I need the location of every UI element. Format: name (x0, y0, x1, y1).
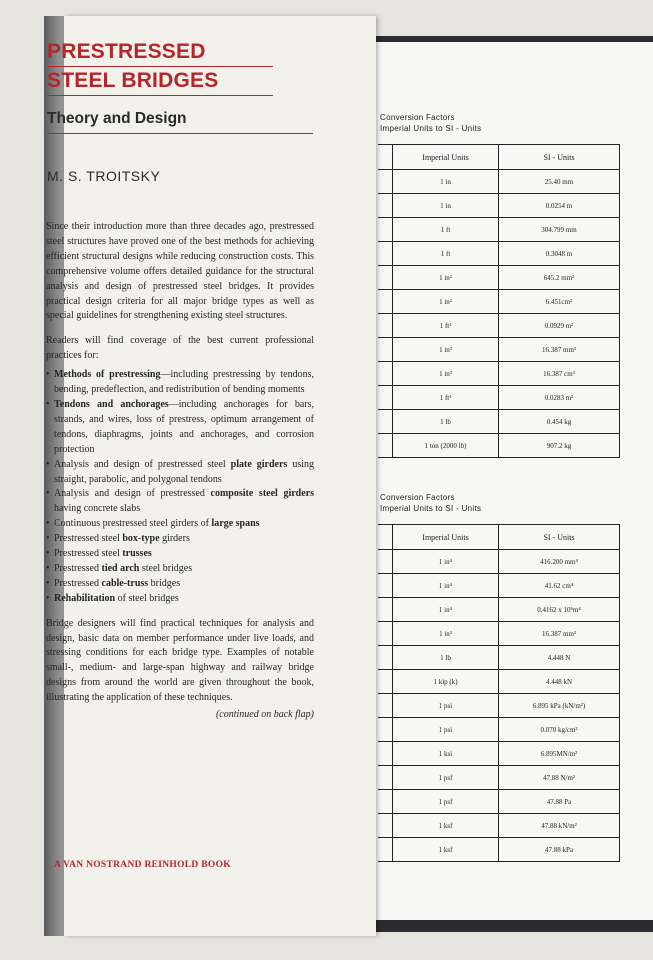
spacer-cell (378, 434, 393, 458)
spacer-cell (378, 145, 393, 170)
imperial-cell: 1 in³ (393, 338, 499, 362)
spacer-cell (378, 814, 393, 838)
bullet-text: Prestressed (54, 577, 102, 589)
bullet-text: steel bridges (139, 562, 193, 574)
spacer-cell (378, 410, 393, 434)
si-cell: 4.448 kN (499, 670, 620, 694)
imperial-cell: 1 lb (393, 646, 499, 670)
book-author: M. S. TROITSKY (47, 168, 161, 184)
bullet-text: Analysis and design of prestressed (54, 488, 211, 500)
blurb-bullet-item (46, 592, 314, 607)
blurb-para-2: Readers will find coverage of the best current professional practices for: (46, 335, 314, 362)
table-row (378, 410, 620, 434)
table-2 (368, 492, 653, 862)
spacer-cell (378, 574, 393, 598)
imperial-cell: 1 lb (393, 410, 499, 434)
table-row (378, 218, 620, 242)
table-row (378, 766, 620, 790)
spacer-cell (378, 218, 393, 242)
blurb-bullet-item (46, 562, 314, 577)
si-cell: 0.0929 m² (499, 314, 620, 338)
table-row (378, 362, 620, 386)
table-row (378, 194, 620, 218)
blurb-bullet-item (46, 368, 314, 398)
si-cell: 416.200 mm⁴ (499, 550, 620, 574)
imperial-cell: 1 in⁴ (393, 574, 499, 598)
spacer-cell (378, 790, 393, 814)
table-row (378, 266, 620, 290)
table-row (378, 574, 620, 598)
imperial-cell: 1 in⁴ (393, 598, 499, 622)
blurb-bullet-item (46, 458, 314, 488)
spacer-cell (378, 338, 393, 362)
bullet-text: having concrete slabs (54, 503, 141, 515)
bullet-bold-text: Rehabilitation (54, 592, 116, 604)
table-row (378, 598, 620, 622)
bullet-bold-text: box-type (122, 533, 160, 545)
table-row (378, 242, 620, 266)
table-row (378, 814, 620, 838)
bullet-text: —including anchorages for bars, strands, and wires, loss of prestress, optimum arrangement of tendons, diaphragms, joints and anchorages, and corrosion protection (54, 398, 314, 455)
title-line-2: STEEL BRIDGES (47, 67, 273, 96)
spacer-cell (378, 742, 393, 766)
imperial-cell: 1 in (393, 194, 499, 218)
spacer-cell (378, 242, 393, 266)
table-heading-line1: Conversion Factors (380, 493, 455, 502)
table-1 (368, 112, 653, 458)
spacer-cell (378, 386, 393, 410)
bullet-text: girders (159, 533, 190, 545)
si-cell: 6.895 kPa (kN/m²) (499, 694, 620, 718)
si-cell: 0.454 kg (499, 410, 620, 434)
bullet-text: Prestressed (54, 562, 102, 574)
imperial-cell: 1 ft (393, 242, 499, 266)
si-cell: 47.88 kN/m² (499, 814, 620, 838)
table-row (378, 622, 620, 646)
bullet-text: Prestressed steel (54, 533, 123, 545)
bullet-text: bridges (148, 577, 181, 589)
bullet-bold-text: trusses (122, 548, 152, 560)
table-row (378, 386, 620, 410)
spacer-cell (378, 525, 393, 550)
blurb-bullet-item (46, 398, 314, 458)
bullet-bold-text: Tendons and anchorages (54, 398, 169, 410)
blurb-bullet-item (46, 577, 314, 592)
si-cell: 6.895MN/m² (499, 742, 620, 766)
conversion-tables (368, 112, 653, 872)
bullet-bold-text: tied arch (101, 562, 140, 574)
bullet-text: —including prestressing by tendons, bending, predeflection, and redistribution of bending moments (54, 369, 314, 396)
spacer-cell (378, 670, 393, 694)
blurb-para-1: Since their introduction more than three decades ago, prestressed steel structures have proved one of the best methods for achieving efficient structural designs while reducing construction costs. This comprehensive volume offers detailed guidance for the structural analysis and design of prestressed steel bridges. It provides practical design criteria for all major bridge types as well as special guidelines for strengthening existing steel structures. (46, 221, 314, 322)
imperial-cell: 1 ton (2000 lb) (393, 434, 499, 458)
table-row (378, 170, 620, 194)
si-cell: 16.387 cm³ (499, 362, 620, 386)
book-subtitle: Theory and Design (47, 110, 313, 134)
table-row (378, 742, 620, 766)
blurb-para-3: Bridge designers will find practical techniques for analysis and design, basic data on member performance under live loads, and stressing conditions for each bridge type. Examples of notable small-, medium- and large-span highway and railway bridge designs from around the world are given throughout the book, illustrating the application of these techniques. (46, 617, 314, 704)
bullet-bold-text: composite steel girders (210, 488, 314, 500)
si-cell: 6.451cm² (499, 290, 620, 314)
spacer-cell (378, 766, 393, 790)
si-cell: 0.0254 m (499, 194, 620, 218)
col-imperial-header: Imperial Units (393, 525, 499, 550)
table-row (378, 314, 620, 338)
table-row (378, 290, 620, 314)
imperial-cell: 1 in² (393, 290, 499, 314)
spacer-cell (378, 170, 393, 194)
si-cell: 645.2 mm² (499, 266, 620, 290)
si-cell: 25.40 mm (499, 170, 620, 194)
imperial-cell: 1 kip (k) (393, 670, 499, 694)
si-cell: 47.88 Pa (499, 790, 620, 814)
blurb-bullet-item (46, 517, 314, 532)
book-title (47, 38, 273, 96)
imperial-cell: 1 in (393, 170, 499, 194)
col-imperial-header: Imperial Units (393, 145, 499, 170)
table-heading-line1: Conversion Factors (380, 113, 455, 122)
bullet-text: of steel bridges (115, 592, 179, 604)
blurb-bullet-item (46, 532, 314, 547)
table-row (378, 790, 620, 814)
imperial-cell: 1 in⁴ (393, 550, 499, 574)
table-header-row (378, 145, 620, 170)
bullet-bold-text: large spans (211, 518, 260, 530)
spacer-cell (378, 266, 393, 290)
continued-note: (continued on back flap) (215, 709, 314, 721)
si-cell: 0.070 kg/cm² (499, 718, 620, 742)
bullet-bold-text: cable-truss (101, 577, 149, 589)
flap-blurb (46, 220, 314, 723)
spacer-cell (378, 622, 393, 646)
table-row (378, 718, 620, 742)
si-cell: 47.88 kPa (499, 838, 620, 862)
blurb-bullet-list (46, 368, 314, 607)
col-si-header: SI - Units (499, 525, 620, 550)
si-cell: 41.62 cm⁴ (499, 574, 620, 598)
table-row (378, 434, 620, 458)
spacer-cell (378, 694, 393, 718)
imperial-cell: 1 ft³ (393, 386, 499, 410)
table-heading-line2: Imperial Units to SI - Units (380, 504, 482, 513)
imperial-cell: 1 psi (393, 718, 499, 742)
bullet-text: Prestressed steel (54, 548, 123, 560)
table-row (378, 670, 620, 694)
si-cell: 0.0283 m³ (499, 386, 620, 410)
table-row (378, 838, 620, 862)
imperial-cell: 1 ft (393, 218, 499, 242)
table-heading-line2: Imperial Units to SI - Units (380, 124, 482, 133)
si-cell: 16.387 mm³ (499, 338, 620, 362)
table-2-heading (380, 492, 653, 514)
bullet-text: using straight, parabolic, and polygonal tendons (54, 458, 315, 485)
spacer-cell (378, 838, 393, 862)
si-cell: 16.387 mm³ (499, 622, 620, 646)
imperial-cell: 1 ksf (393, 838, 499, 862)
bullet-bold-text: Methods of prestressing (54, 369, 161, 381)
table-row (378, 550, 620, 574)
publisher-line: A VAN NOSTRAND REINHOLD BOOK (54, 860, 231, 870)
imperial-cell: 1 psf (393, 766, 499, 790)
imperial-cell: 1 psf (393, 790, 499, 814)
si-cell: 0.3048 m (499, 242, 620, 266)
imperial-cell: 1 in³ (393, 362, 499, 386)
imperial-cell: 1 in² (393, 266, 499, 290)
imperial-cell: 1 ksi (393, 742, 499, 766)
spacer-cell (378, 290, 393, 314)
bullet-text: Analysis and design of prestressed steel (54, 458, 231, 470)
spacer-cell (378, 550, 393, 574)
table-row (378, 646, 620, 670)
si-cell: 907.2 kg (499, 434, 620, 458)
spacer-cell (378, 314, 393, 338)
blurb-bullet-item (46, 547, 314, 562)
spacer-cell (378, 362, 393, 386)
imperial-cell: 1 in³ (393, 622, 499, 646)
blurb-bullet-item (46, 487, 314, 517)
conversion-table-2 (378, 524, 620, 862)
bullet-text: Continuous prestressed steel girders of (54, 518, 212, 530)
table-1-heading (380, 112, 653, 134)
table-row (378, 338, 620, 362)
si-cell: 4.448 N (499, 646, 620, 670)
imperial-cell: 1 ft² (393, 314, 499, 338)
si-cell: 47.88 N/m² (499, 766, 620, 790)
si-cell: 304.799 mm (499, 218, 620, 242)
imperial-cell: 1 psi (393, 694, 499, 718)
table-header-row (378, 525, 620, 550)
conversion-table-1 (378, 144, 620, 458)
spacer-cell (378, 194, 393, 218)
spacer-cell (378, 598, 393, 622)
col-si-header: SI - Units (499, 145, 620, 170)
si-cell: 0.4162 x 10⁶m⁴ (499, 598, 620, 622)
bullet-bold-text: plate girders (230, 458, 288, 470)
title-line-1: PRESTRESSED (47, 38, 273, 67)
spacer-cell (378, 718, 393, 742)
imperial-cell: 1 ksf (393, 814, 499, 838)
spacer-cell (378, 646, 393, 670)
table-row (378, 694, 620, 718)
